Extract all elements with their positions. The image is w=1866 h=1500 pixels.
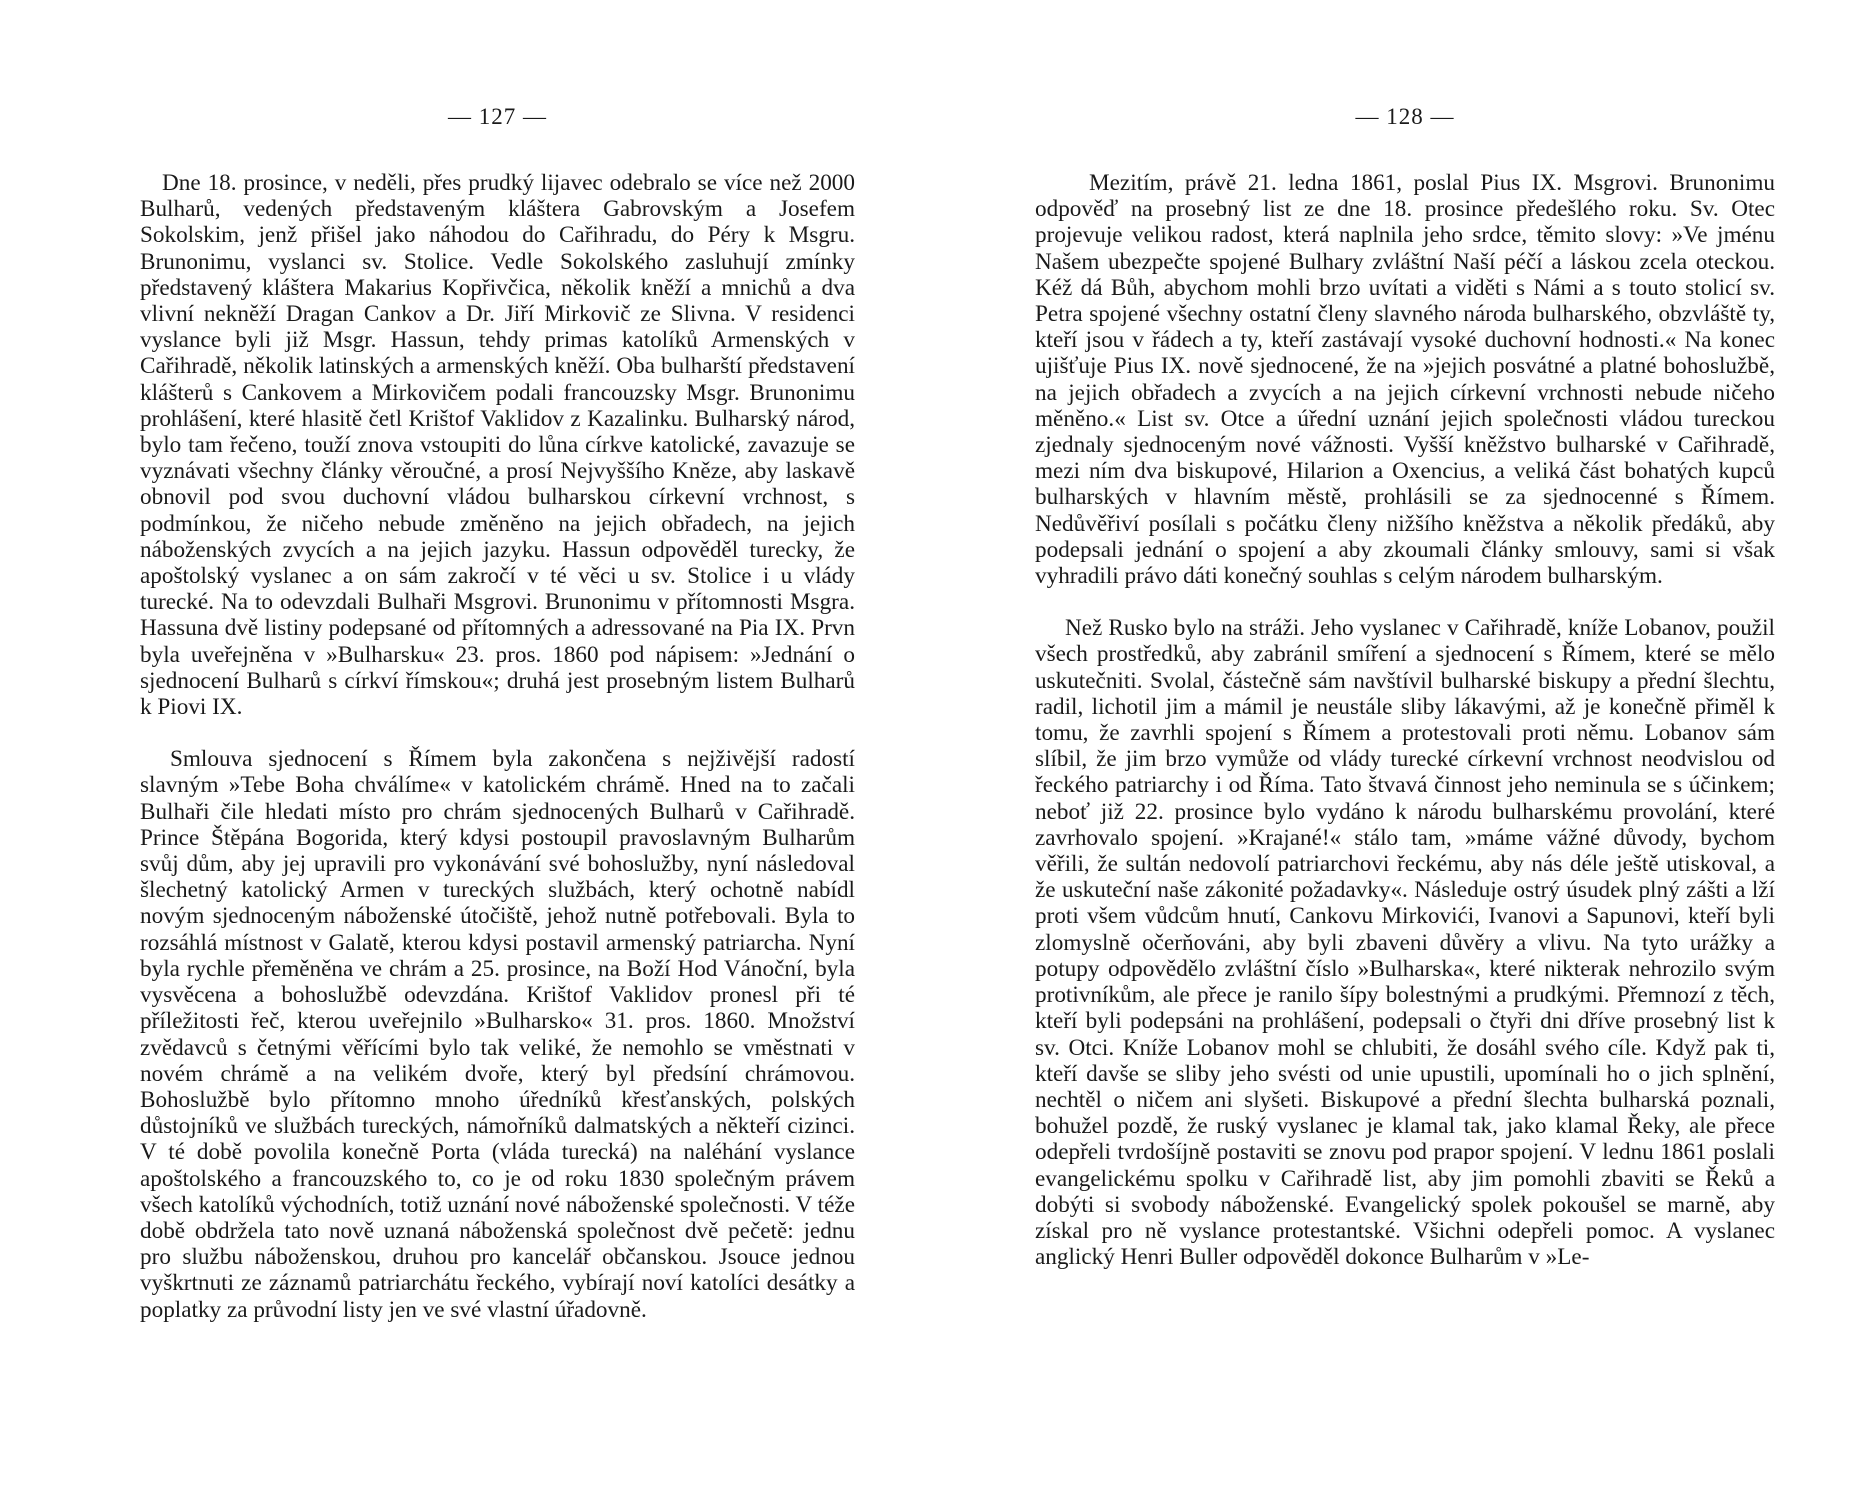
paragraph: Než Rusko bylo na stráži. Jeho vyslanec v Cařihradě, kníže Lobanov, použil všech prostředků, aby zabránil smíření a sjednocení s Římem, které se mělo uskutečniti. Svolal, částečně sám navštívil bulharské biskupy a přední šlechtu, radil, lichotil jim a mámil je neustále sliby lákavými, až je konečně přiměl k tomu, že zavrhli spojení s Římem a protestovali proti němu. Lobanov sám slíbil, že jim brzo vymůže od vlády turecké církevní vrchnost neodvislou od řeckého patriarchy i od Říma. Tato štvavá činnost jeho neminula se s účinkem; neboť již 22. prosince bylo vydáno k národu bulharskému provolání, které zavrhovalo spojení. »Krajané!« stálo tam, »máme vážné důvody, bychom věřili, že sultán nedovolí patriarchovi řeckému, aby nás déle ještě utiskoval, a že uskuteční naše zákonité požadavky«. Následuje ostrý úsudek plný zášti a lží proti všem vůdcům hnutí, Cankovu Mirkovići, Ivanovi a Sapunovi, kteří byli zlomyslně očerňováni, aby byli zbaveni důvěry a vlivu. Na tyto urážky a potupy odpovědělo zvláštní číslo »Bulharska«, které nikterak nehrozilo svým protivníkům, ale přece je ranilo šípy bolestnými a prudkými. Přemnozí z těch, kteří byli podepsáni na prohlášení, podepsali o čtyři dni dříve prosebný list k sv. Otci. Kníže Lobanov mohl se chlubiti, že dosáhl svého cíle. Když pak ti, kteří davše se sliby jeho svésti od unie upustili, upomínali ho o jich splnění, nechtěl o ničem ani slyšeti. Biskupové a přední šlechta bulharská poznali, bohužel pozdě, že ruský vyslanec je klamal tak, jako klamal Řeky, ale přece odepřeli tvrdošíjně postaviti se znovu pod prapor spojení. V lednu 1861 poslali evangelickému spolku v Cařihradě list, aby jim pomohli zbaviti se Řeků a dobýti si svobody náboženské. Evangelický spolek pokoušel se marně, aby získal pro ně vyslance protestantské. Všichni odepřeli pomoc. A vyslanec anglický Henri Buller odpověděl dokonce Bulharům v »Le- [1035,615,1775,1271]
paragraph: Dne 18. prosince, v neděli, přes prudký lijavec odebralo se více než 2000 Bulharů, vedených představeným kláštera Gabrovským a Josefem Sokolskim, jenž přišel jako náhodou do Cařihradu, do Péry k Msgru. Brunonimu, vyslanci sv. Stolice. Vedle Sokolského zasluhují zmínky představený kláštera Makarius Kopřivčica, několik kněží a mnichů a dva vlivní nekněží Dragan Cankov a Dr. Jiří Mirkovič ze Slivna. V residenci vyslance byli již Msgr. Hassun, tehdy primas katolíků Armenských v Cařihradě, několik latinských a armenských kněží. Oba bulharští představení klášterů s Cankovem a Mirkovičem podali francouzsky Msgr. Brunonimu prohlášení, které hlasitě četl Krištof Vaklidov z Kazalinku. Bulharský národ, bylo tam řečeno, touží znova vstoupiti do lůna církve katolické, zavazuje se vyznávati všechny články věroučné, a prosí Nejvyššího Kněze, aby laskavě obnovil pod svou duchovní vládou bulharskou církevní vrchnost, s podmínkou, že ničeho nebude změněno na jejich obřadech, na jejich náboženských zvycích a na jejich jazyku. Hassun odpověděl turecky, že apoštolský vyslanec a on sám zakročí v té věci u sv. Stolice i u vlády turecké. Na to odevzdali Bulhaři Msgrovi. Brunonimu v přítomnosti Msgra. Hassuna dvě listiny podepsané od přítomných a adressované na Pia IX. Prvn byla uveřejněna v »Bulharsku« 23. pros. 1860 pod nápisem: »Jednání o sjednocení Bulharů s církví římskou«; druhá jest prosebným listem Bulharů k Piovi IX. [140,170,855,721]
paragraph: Smlouva sjednocení s Římem byla zakončena s nejživější radostí slavným »Tebe Boha chválíme« v katolickém chrámě. Hned na to začali Bulhaři čile hledati místo pro chrám sjednocených Bulharů v Cařihradě. Prince Štěpána Bogorida, který kdysi postoupil pravoslavným Bulharům svůj dům, aby jej upravili pro vykonávání své bohoslužby, nyní následoval šlechetný katolický Armen v tureckých službách, který ochotně nabídl novým sjednoceným náboženské útočiště, jehož nutně potřebovali. Byla to rozsáhlá místnost v Galatě, kterou kdysi postavil armenský patriarcha. Nyní byla rychle přeměněna ve chrám a 25. prosince, na Boží Hod Vánoční, byla vysvěcena a bohoslužbě odevzdána. Krištof Vaklidov pronesl při té příležitosti řeč, kterou uveřejnilo »Bulharsko« 31. pros. 1860. Množství zvědavců s četnými věřícími bylo tak veliké, že nemohlo se vměstnati v novém chrámě a na velikém dvoře, který byl předsíní chrámovou. Bohoslužbě bylo přítomno mnoho úředníků křesťanských, polských důstojníků ve službách tureckých, námořníků dalmatských a někteří cizinci. V té době povolila konečně Porta (vláda turecká) na naléhání vyslance apoštolského a francouzského to, co je od roku 1830 společným právem všech katolíků východních, totiž uznání nové náboženské společnosti. V téže době obdržela tato nově uznaná náboženská společnost dvě pečetě: jednu pro službu náboženskou, druhou pro kancelář občanskou. Jsouce jednou vyškrtnuti ze záznamů patriarchátu řeckého, vybírají noví katolíci desátky a poplatky za průvodní listy jen ve své vlastní úřadovně. [140,746,855,1323]
page-number: — 128 — [1355,104,1455,129]
left-page [140,0,855,1500]
page-number: — 127 — [448,104,547,129]
page-body [1035,170,1775,1270]
right-page [1035,0,1775,1500]
page-body [140,170,855,1323]
paragraph: Mezitím, právě 21. ledna 1861, poslal Pius IX. Msgrovi. Brunonimu odpověď na prosebný list ze dne 18. prosince předešlého roku. Sv. Otec projevuje velikou radost, která naplnila jeho srdce, těmito slovy: »Ve jménu Našem ubezpečte spojené Bulhary zvláštní Naší péčí a láskou zcela oteckou. Kéž dá Bůh, abychom mohli brzo uvítati a viděti s Námi a s touto stolicí sv. Petra spojené všechny ostatní členy slavného národa bulharského, obzvláště ty, kteří jsou v řádech a ty, kteří zastávají vysoké duchovní hodnosti.« Na konec ujišťuje Pius IX. nově sjednocené, že na »jejich posvátné a platné bohoslužbě, na jejich obřadech a zvycích a na jejich církevní vrchnosti nebude ničeho měněno.« List sv. Otce a úřední uznání jejich společnosti vládou tureckou zjednaly sjednoceným nové vážnosti. Vyšší kněžstvo bulharské v Cařihradě, mezi ním dva biskupové, Hilarion a Oxencius, a veliká část bohatých kupců bulharských v hlavním městě, prohlásili se za sjednocenné s Římem. Nedůvěřiví posílali s počátku členy nižšího kněžstva a několik předáků, aby podepsali jednání o spojení a aby zkoumali články smlouvy, sami si však vyhradili právo dáti konečný souhlas s celým národem bulharským. [1035,170,1775,590]
